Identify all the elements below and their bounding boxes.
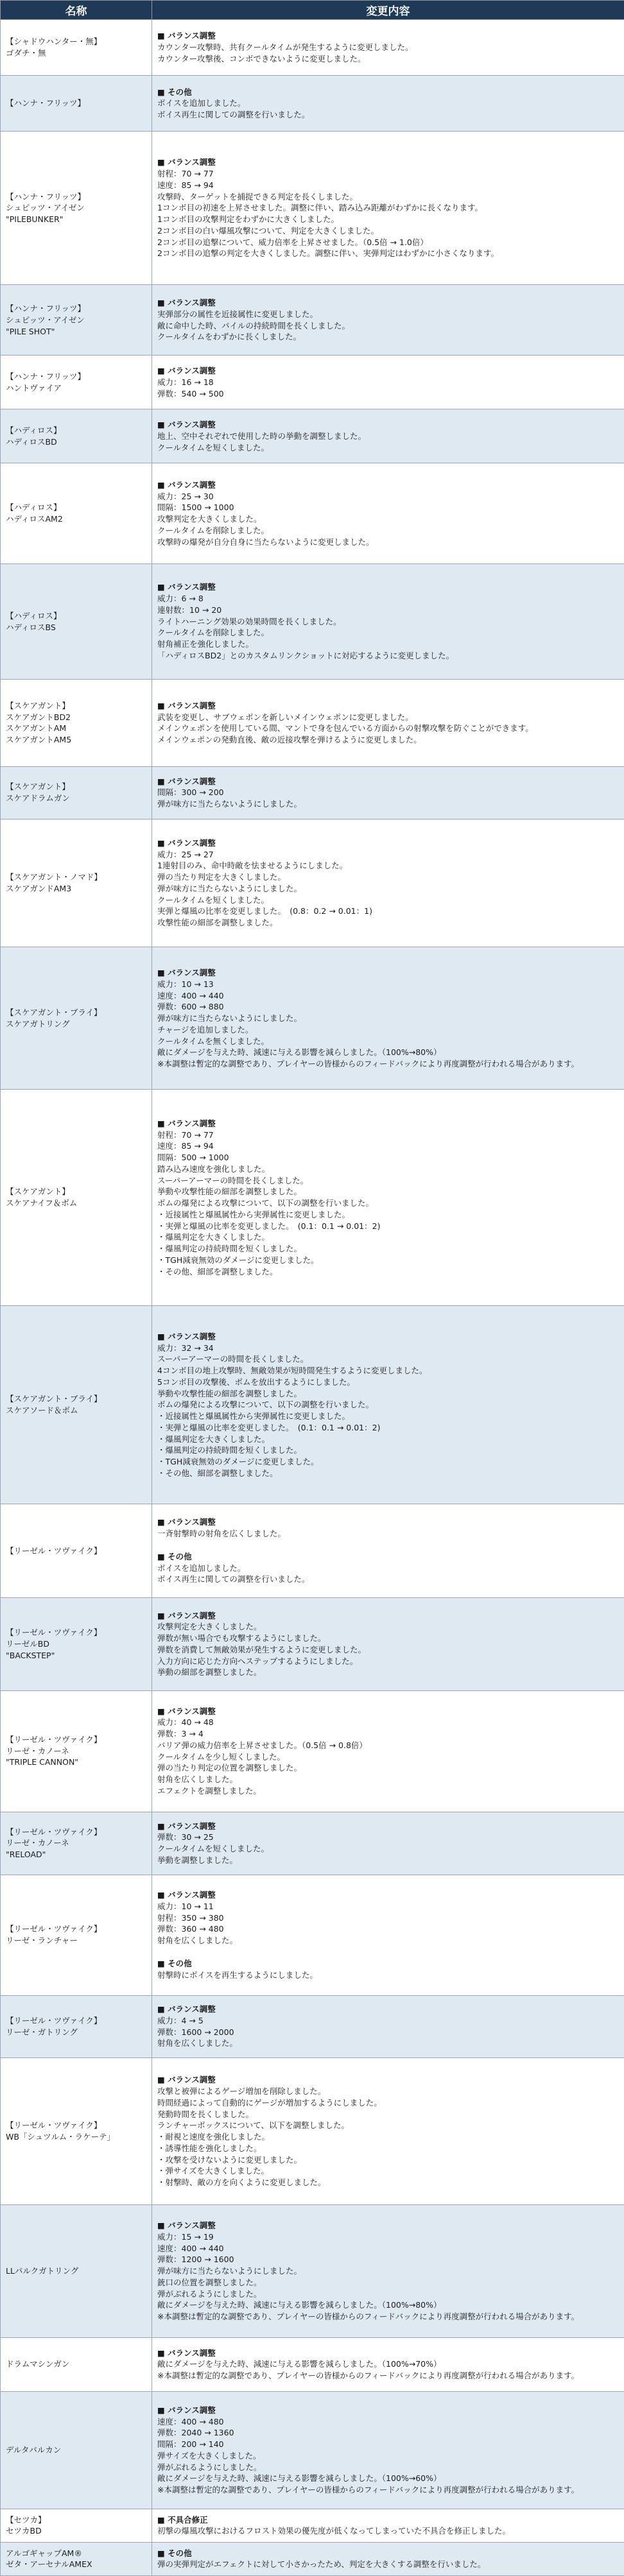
section-heading: ■ バランス調整 (157, 1706, 216, 1716)
change-line: 敵にダメージを与えた時、減速に与える影響を減らしました。（100%→70%） (157, 2359, 442, 2369)
item-name-line: 【ハンナ・フリッツ】 (6, 304, 86, 314)
item-name-cell (1, 766, 152, 819)
change-line: 弾が味方に当たらないようにしました。 (157, 799, 302, 809)
change-line: 銃口の位置を調整しました。 (157, 2277, 262, 2287)
item-name-line: "PILE SHOT" (6, 326, 55, 336)
table-row (1, 1812, 624, 1875)
section-heading: ■ 不具合修正 (157, 2514, 208, 2525)
change-content-cell (152, 2542, 624, 2575)
change-line: 射角を広くしました。 (157, 2038, 238, 2048)
item-name-cell (1, 564, 152, 680)
item-name-line: ハディロスBD (6, 436, 57, 447)
change-line: 弾サイズを大きくしました。 (157, 2450, 261, 2460)
change-line: ・耐視と速度を強化しました。 (157, 2132, 270, 2142)
change-content-cell (152, 132, 624, 285)
change-line: 間隔：200 → 140 (157, 2439, 224, 2450)
change-line: ・TGH減衰無効のダメージに変更しました。 (157, 1255, 319, 1265)
change-line: 2コンボ目の追撃の判定を大きくしました。調整に伴い、実弾判定はわずかに小さくなります。 (157, 248, 499, 259)
change-line: 弾数：30 → 25 (157, 1832, 214, 1842)
change-line: 威力：16 → 18 (157, 377, 214, 387)
item-name-cell (1, 2205, 152, 2337)
change-line: 射角を広くしました。 (157, 1936, 238, 1946)
change-line: ・攻撃を受けないように変更しました。 (157, 2154, 302, 2165)
change-line: 攻撃と被弾によるゲージ増加を削除しました。 (157, 2086, 326, 2096)
change-line: ・爆風判定を大きくしました。 (157, 1434, 270, 1444)
change-line: ※本調整は暫定的な調整であり、プレイヤーの皆様からのフィードバックにより再度調整が行われる場合があります。 (157, 2371, 580, 2381)
item-name-cell (1, 409, 152, 463)
change-line: ・TGH減衰無効のダメージに変更しました。 (157, 1457, 319, 1467)
item-name-line: リーゼルBD (6, 1639, 49, 1649)
section-heading: ■ バランス調整 (157, 837, 216, 848)
item-name-line: 【リーゼル・ツヴァイク】 (6, 1545, 102, 1556)
item-name-cell (1, 2337, 152, 2391)
change-line: カウンター攻撃時、共有クールタイムが発生するように変更しました。 (157, 42, 413, 53)
section-heading: ■ バランス調整 (157, 2075, 216, 2085)
change-content-cell (152, 284, 624, 355)
change-content-cell (152, 564, 624, 680)
item-name-line: 【リーゼル・ツヴァイク】 (6, 1627, 102, 1638)
section-heading: ■ バランス調整 (157, 968, 216, 977)
table-row (1, 463, 624, 564)
item-name-line: 【リーゼル・ツヴァイク】 (6, 1924, 102, 1934)
change-line: 射撃時にボイスを再生するようにしました。 (157, 1970, 318, 1980)
item-name-line: リーゼ・カノーネ (6, 1838, 69, 1848)
item-name-line: "RELOAD" (6, 1850, 46, 1860)
item-name-cell (1, 1995, 152, 2057)
change-line: 間隔：1500 → 1000 (157, 502, 234, 513)
change-line: 威力：32 → 34 (157, 1343, 214, 1353)
item-name-line: WB「シュツルム・ラケーテ」 (6, 2132, 116, 2142)
section-heading: ■ バランス調整 (157, 1890, 216, 1900)
header-changes: 変更内容 (152, 1, 624, 20)
change-line: 2コンボ目の白い爆風攻撃について、判定を大きくしました。 (157, 225, 379, 236)
header-row (1, 1, 624, 20)
change-line: 射程：70 → 77 (157, 1129, 214, 1140)
item-name-line: 【スケアガント】 (6, 1187, 70, 1197)
item-name-line: 【リーゼル・ツヴァイク】 (6, 2015, 102, 2025)
item-name-line: ゼタ・アーセナルAMEX (6, 2559, 92, 2570)
change-line: クールタイムを削除しました。 (157, 628, 270, 638)
item-name-line: 【ハンナ・フリッツ】 (6, 372, 86, 382)
change-line: 威力：10 → 13 (157, 979, 214, 989)
item-name-line: リーゼ・ガトリング (6, 2027, 78, 2037)
change-content-cell (152, 1504, 624, 1598)
table-row (1, 2205, 624, 2337)
change-content-cell (152, 1995, 624, 2057)
table-row (1, 2057, 624, 2205)
table-row (1, 356, 624, 409)
change-content-cell (152, 1690, 624, 1812)
change-line: エフェクトを調整しました。 (157, 1785, 261, 1796)
section-heading: ■ バランス調整 (157, 1331, 216, 1341)
change-line: スーパーアーマーの時間を長くしました。 (157, 1354, 309, 1364)
item-name-cell (1, 1306, 152, 1504)
change-line: 実弾部分の属性を近接属性に変更しました。 (157, 309, 318, 319)
change-line: カウンター攻撃後、コンボできないように変更しました。 (157, 53, 366, 64)
item-name-line: スケアガンドAM3 (6, 883, 72, 893)
table-row (1, 284, 624, 355)
change-content-cell (152, 76, 624, 132)
item-name-line: スケアドラムガン (6, 793, 70, 803)
item-name-line: 【シャドウハンター・無】 (6, 37, 102, 47)
change-line: 弾がぶれるようにしました。 (157, 2288, 262, 2299)
item-name-line: "PILEBUNKER" (6, 214, 64, 225)
table-row (1, 1875, 624, 1995)
section-heading: ■ バランス調整 (157, 1118, 216, 1128)
change-content-cell (152, 947, 624, 1090)
change-line: 威力：40 → 48 (157, 1717, 214, 1728)
table-body (1, 20, 624, 2576)
item-name-line: 【ハディロス】 (6, 502, 62, 513)
section-heading: ■ バランス調整 (157, 420, 216, 430)
item-name-line: スケアガントAM5 (6, 735, 72, 745)
table-row (1, 766, 624, 819)
change-line: ・実弾と爆風の比率を変更しました。 (0.1：0.1 → 0.01：2) (157, 1221, 381, 1231)
change-line: 弾数が無い場合でも攻撃するようにしました。 (157, 1633, 326, 1644)
change-line: 初撃の爆風攻撃におけるフロスト効果の優先度が低くなってしまっていた不具合を修正しました。 (157, 2526, 511, 2536)
item-name-line: 【スケアガント・ブライ】 (6, 1008, 102, 1018)
change-line: 1コンボ目の初速を上昇させました。調整に伴い、踏み込み距離がわずかに長くなります。 (157, 203, 483, 213)
table-row (1, 76, 624, 132)
change-line: 弾数：600 → 880 (157, 1002, 224, 1012)
change-line: 弾数：1600 → 2000 (157, 2027, 234, 2037)
change-line: 攻撃判定を大きくしました。 (157, 514, 262, 524)
change-line: 発動時間を長くしました。 (157, 2109, 254, 2119)
item-name-line: 【リーゼル・ツヴァイク】 (6, 1734, 102, 1744)
change-line: ボイス再生に関しての調整を行いました。 (157, 1574, 310, 1584)
change-line: クールタイムを短くしました。 (157, 442, 270, 452)
table-row (1, 1306, 624, 1504)
item-name-line: 【リーゼル・ツヴァイク】 (6, 1826, 102, 1837)
change-content-cell (152, 463, 624, 564)
change-line: 速度：400 → 480 (157, 2416, 224, 2426)
table-row (1, 1090, 624, 1306)
item-name-cell (1, 1598, 152, 1691)
section-heading: ■ バランス調整 (157, 1610, 216, 1620)
spacer (157, 1946, 619, 1958)
item-name-line: アルゴギャップAM® (6, 2548, 82, 2558)
item-name-line: 【スケアガント】 (6, 700, 70, 710)
item-name-cell (1, 1875, 152, 1995)
change-line: 敵に命中した時、パイルの持続時間を長くしました。 (157, 320, 351, 331)
change-line: 弾数：2040 → 1360 (157, 2428, 234, 2438)
change-line: 威力：15 → 19 (157, 2231, 214, 2242)
change-line: 敵にダメージを与えた時、減速に与える影響を減らしました。（100%→60%） (157, 2473, 442, 2484)
change-line: 弾がぶれるようにしました。 (157, 2462, 262, 2472)
item-name-line: LLパルクガトリング (6, 2266, 79, 2276)
item-name-line: 【スケアガント】 (6, 782, 70, 792)
change-line: 弾数：3 → 4 (157, 1729, 204, 1739)
change-line: 挙動を調整しました。 (157, 1855, 238, 1865)
change-line: 一斉射撃時の射角を広くしました。 (157, 1529, 286, 1539)
change-line: ・爆風判定の持続時間を短くしました。 (157, 1244, 302, 1254)
section-heading: ■ その他 (157, 1551, 192, 1561)
change-content-cell (152, 2057, 624, 2205)
item-name-line: スケアガントBD2 (6, 712, 71, 722)
change-line: 挙動の細部を調整しました。 (157, 1667, 262, 1678)
item-name-cell (1, 819, 152, 947)
change-line: ライトハーニング効果の効果時間を長くしました。 (157, 616, 342, 626)
item-name-line: 【ハディロス】 (6, 425, 62, 436)
item-name-line: デルタバルカン (6, 2445, 62, 2455)
change-line: 攻撃性能の細部を調整しました。 (157, 918, 278, 928)
change-content-cell (152, 1090, 624, 1306)
table-row (1, 1690, 624, 1812)
item-name-cell (1, 1504, 152, 1598)
section-heading: ■ バランス調整 (157, 1517, 216, 1527)
change-line: 弾が味方に当たらないようにしました。 (157, 1013, 302, 1023)
section-heading: ■ バランス調整 (157, 2220, 216, 2231)
change-line: クールタイムを短くしました。 (157, 1844, 270, 1854)
change-line: 実弾と爆風の比率を変更しました。 (0.8：0.2 → 0.01：1) (157, 906, 372, 916)
change-line: 弾が味方に当たらないようにしました。 (157, 883, 302, 893)
item-name-line: スケアガトリング (6, 1018, 70, 1029)
item-name-cell (1, 463, 152, 564)
change-line: 挙動や攻撃性能の細部を調整しました。 (157, 1187, 302, 1197)
change-content-cell (152, 2391, 624, 2509)
change-line: 射程：350 → 380 (157, 1912, 224, 1923)
change-line: クールタイムを少し短くしました。 (157, 1751, 286, 1762)
change-line: ※本調整は暫定的な調整であり、プレイヤーの皆様からのフィードバックにより再度調整が行われる場合があります。 (157, 2485, 580, 2495)
item-name-cell (1, 356, 152, 409)
change-line: メインウェポンの発動直後、敵の近接攻撃を弾けるように変更しました。 (157, 735, 422, 745)
item-name-cell (1, 1690, 152, 1812)
item-name-line: スケアガントAM (6, 723, 67, 734)
section-heading: ■ バランス調整 (157, 2405, 216, 2415)
change-line: 速度：400 → 440 (157, 990, 224, 1000)
change-line: ボイスを追加しました。 (157, 1563, 246, 1573)
header-name: 名称 (1, 1, 152, 20)
item-name-line: スケアソード＆ボム (6, 1405, 78, 1416)
change-line: 2コンボ目の追撃について、威力倍率を上昇させました。（0.5倍 → 1.0倍） (157, 237, 428, 247)
change-line: ボイス再生に関しての調整を行いました。 (157, 110, 310, 120)
change-line: スーパーアーマーの時間を長くしました。 (157, 1175, 309, 1185)
item-name-cell (1, 947, 152, 1090)
change-line: ・誘導性能を強化しました。 (157, 2143, 262, 2153)
item-name-line: ゴダチ・無 (6, 48, 46, 58)
table-row (1, 2337, 624, 2391)
change-line: 速度：85 → 94 (157, 1141, 214, 1151)
change-line: ※本調整は暫定的な調整であり、プレイヤーの皆様からのフィードバックにより再度調整が行われる場合があります。 (157, 1059, 580, 1069)
change-content-cell (152, 819, 624, 947)
item-name-cell (1, 76, 152, 132)
change-line: 間隔：500 → 1000 (157, 1153, 229, 1163)
change-line: チャージを追加しました。 (157, 1024, 254, 1035)
change-line: 威力：6 → 8 (157, 594, 204, 604)
item-name-line: セツカBD (6, 2526, 42, 2536)
change-line: 攻撃時の爆発が自分自身に当たらないように変更しました。 (157, 537, 374, 547)
table-row (1, 564, 624, 680)
section-heading: ■ その他 (157, 1958, 192, 1968)
change-line: 入力方向に応じた方向へステップするようにしました。 (157, 1656, 358, 1666)
change-line: 弾数：540 → 500 (157, 388, 224, 399)
change-content-cell (152, 2337, 624, 2391)
change-content-cell (152, 356, 624, 409)
item-name-line: 【ハディロス】 (6, 610, 62, 621)
section-heading: ■ バランス調整 (157, 31, 216, 41)
change-line: 威力：25 → 27 (157, 849, 214, 859)
section-heading: ■ バランス調整 (157, 366, 216, 376)
change-line: メインウェポンを使用している間、マントで身を包んでいる方面からの射撃攻撃を防ぐことができます。 (157, 723, 533, 734)
item-name-cell (1, 2391, 152, 2509)
change-content-cell (152, 1306, 624, 1504)
change-line: 弾の当たり判定を大きくしました。 (157, 872, 286, 882)
change-line: 攻撃時、ターゲットを捕捉できる判定を長くしました。 (157, 191, 358, 202)
item-name-line: 【ハンナ・フリッツ】 (6, 191, 86, 202)
change-line: 踏み込み速度を強化しました。 (157, 1163, 270, 1174)
item-name-line: シュピッツ・アイゼン (6, 203, 85, 213)
change-line: バリア弾の威力倍率を上昇させました。（0.5倍 → 0.8倍） (157, 1740, 367, 1750)
change-line: 弾の当たり判定の位置を調整しました。 (157, 1763, 302, 1773)
change-line: 威力：4 → 5 (157, 2015, 204, 2025)
item-name-line: 【セツカ】 (6, 2514, 46, 2525)
section-heading: ■ バランス調整 (157, 582, 216, 592)
change-content-cell (152, 2205, 624, 2337)
change-line: 弾数：1200 → 1600 (157, 2254, 234, 2265)
table-row (1, 1995, 624, 2057)
section-heading: ■ バランス調整 (157, 700, 216, 710)
change-content-cell (152, 766, 624, 819)
change-content-cell (152, 1875, 624, 1995)
section-heading: ■ バランス調整 (157, 1821, 216, 1831)
change-line: 速度：85 → 94 (157, 180, 214, 190)
item-name-line: 【リーゼル・ツヴァイク】 (6, 2120, 102, 2131)
table-row (1, 680, 624, 767)
change-line: 弾数を消費して無敵効果が発生するように変更しました。 (157, 1644, 367, 1654)
change-line: ・爆風判定の持続時間を短くしました。 (157, 1445, 302, 1455)
change-line: ・その他、細部を調整しました。 (157, 1266, 278, 1276)
change-content-cell (152, 680, 624, 767)
change-line: ・近接属性と爆風属性から実弾属性に変更しました。 (157, 1411, 351, 1421)
change-line: 地上、空中それぞれで使用した時の挙動を調整しました。 (157, 431, 367, 441)
table-row (1, 132, 624, 285)
change-line: 敵にダメージを与えた時、減速に与える影響を減らしました。（100%→80%） (157, 1047, 442, 1058)
section-heading: ■ バランス調整 (157, 298, 216, 308)
table-row (1, 947, 624, 1090)
section-heading: ■ バランス調整 (157, 2348, 216, 2358)
item-name-line: リーゼ・ランチャー (6, 1936, 78, 1946)
change-line: 1連射目のみ、命中時敵を怯ませるようにしました。 (157, 861, 348, 871)
section-heading: ■ その他 (157, 2548, 192, 2558)
item-name-line: "TRIPLE CANNON" (6, 1757, 79, 1767)
item-name-line: 【ハンナ・フリッツ】 (6, 98, 86, 108)
change-line: ボムの爆発による攻撃について、以下の調整を行いました。 (157, 1198, 374, 1208)
change-line: クールタイムをわずかに長くしました。 (157, 332, 302, 342)
change-line: ・弾サイズを大きくしました。 (157, 2166, 270, 2176)
item-name-line: ハディロスBS (6, 622, 56, 632)
item-name-cell (1, 2509, 152, 2543)
change-line: クールタイムを無くしました。 (157, 1036, 270, 1046)
change-content-cell (152, 2509, 624, 2543)
change-line: クールタイムを短くしました。 (157, 895, 270, 905)
item-name-line: シュピッツ・アイゼン (6, 314, 85, 325)
item-name-cell (1, 1090, 152, 1306)
change-line: ランチャーボックスについて、以下を調整しました。 (157, 2120, 350, 2131)
change-line: ボイスを追加しました。 (157, 98, 246, 108)
change-line: 時間経過によって自動的にゲージが増加するようにしました。 (157, 2097, 382, 2108)
item-name-line: ハディロスAM2 (6, 514, 63, 524)
change-line: 威力：10 → 11 (157, 1901, 214, 1911)
change-line: 間隔：300 → 200 (157, 787, 224, 798)
item-name-line: ドラムマシンガン (6, 2359, 70, 2369)
item-name-cell (1, 284, 152, 355)
item-name-line: 【スケアガント・ブライ】 (6, 1394, 102, 1404)
table-row (1, 2391, 624, 2509)
table-row (1, 409, 624, 463)
item-name-cell (1, 1812, 152, 1875)
change-line: 射角補正を強化しました。 (157, 639, 254, 649)
change-line: 速度：400 → 440 (157, 2243, 224, 2253)
item-name-cell (1, 2057, 152, 2205)
section-heading: ■ バランス調整 (157, 2004, 216, 2014)
section-heading: ■ その他 (157, 87, 192, 97)
table-row (1, 819, 624, 947)
change-line: 弾数：360 → 480 (157, 1924, 224, 1934)
change-content-cell (152, 1812, 624, 1875)
change-line: 連射数：10 → 20 (157, 605, 222, 615)
table-row (1, 20, 624, 76)
item-name-cell (1, 132, 152, 285)
item-name-line: スケアナイフ＆ボム (6, 1198, 78, 1208)
change-line: ボムの爆発による攻撃について、以下の調整を行いました。 (157, 1400, 374, 1410)
change-line: 武装を変更し、サブウェポンを新しいメインウェポンに変更しました。 (157, 712, 413, 722)
change-line: ※本調整は暫定的な調整であり、プレイヤーの皆様からのフィードバックにより再度調整が行われる場合があります。 (157, 2312, 580, 2322)
item-name-cell (1, 2542, 152, 2575)
change-line: 弾が味方に当たらないようにしました。 (157, 2266, 302, 2276)
change-line: 弾の実弾判定がエフェクトに対して小さかったため、判定を大きくする調整を行いました。 (157, 2559, 486, 2570)
spacer (157, 1540, 619, 1551)
change-line: 射角を広くしました。 (157, 1774, 238, 1785)
table-row (1, 1504, 624, 1598)
item-name-cell (1, 680, 152, 767)
change-content-cell (152, 409, 624, 463)
change-content-cell (152, 20, 624, 76)
change-line: 敵にダメージを与えた時、減速に与える影響を減らしました。（100%→80%） (157, 2300, 442, 2310)
item-name-cell (1, 20, 152, 76)
change-line: 攻撃判定を大きくしました。 (157, 1622, 262, 1632)
section-heading: ■ バランス調整 (157, 157, 216, 167)
change-line: 挙動や攻撃性能の細部を調整しました。 (157, 1388, 302, 1398)
change-line: ・その他、細部を調整しました。 (157, 1468, 278, 1478)
table-row (1, 2509, 624, 2543)
change-line: 5コンボ目の攻撃後、ボムを放出するようにしました。 (157, 1377, 355, 1387)
change-content-cell (152, 1598, 624, 1691)
change-line: ・近接属性と爆風属性から実弾属性に変更しました。 (157, 1209, 351, 1219)
change-line: 射程：70 → 77 (157, 169, 214, 179)
change-line: ・射撃時、敵の方を向くように変更しました。 (157, 2177, 326, 2187)
item-name-line: リーゼ・カノーネ (6, 1746, 69, 1756)
table-row (1, 2542, 624, 2575)
item-name-line: ハントヴァイア (6, 382, 62, 393)
change-line: 威力：25 → 30 (157, 491, 214, 501)
change-line: ・爆風判定を大きくしました。 (157, 1232, 270, 1242)
change-line: ・実弾と爆風の比率を変更しました。 (0.1：0.1 → 0.01：2) (157, 1422, 381, 1432)
table-row (1, 1598, 624, 1691)
section-heading: ■ バランス調整 (157, 776, 216, 786)
section-heading: ■ バランス調整 (157, 479, 216, 490)
change-line: クールタイムを削除しました。 (157, 525, 270, 535)
change-line: 1コンボ目の攻撃判定をわずかに大きくしました。 (157, 214, 339, 225)
item-name-line: 【スケアガント・ノマド】 (6, 872, 102, 882)
item-name-line: "BACKSTEP" (6, 1650, 55, 1660)
change-line: 「ハディロスBD2」とのカスタムリンクショットに対応するように変更しました。 (157, 650, 455, 660)
change-line: 4コンボ目の地上攻撃時、無敵効果が短時間発生するように変更しました。 (157, 1366, 428, 1376)
